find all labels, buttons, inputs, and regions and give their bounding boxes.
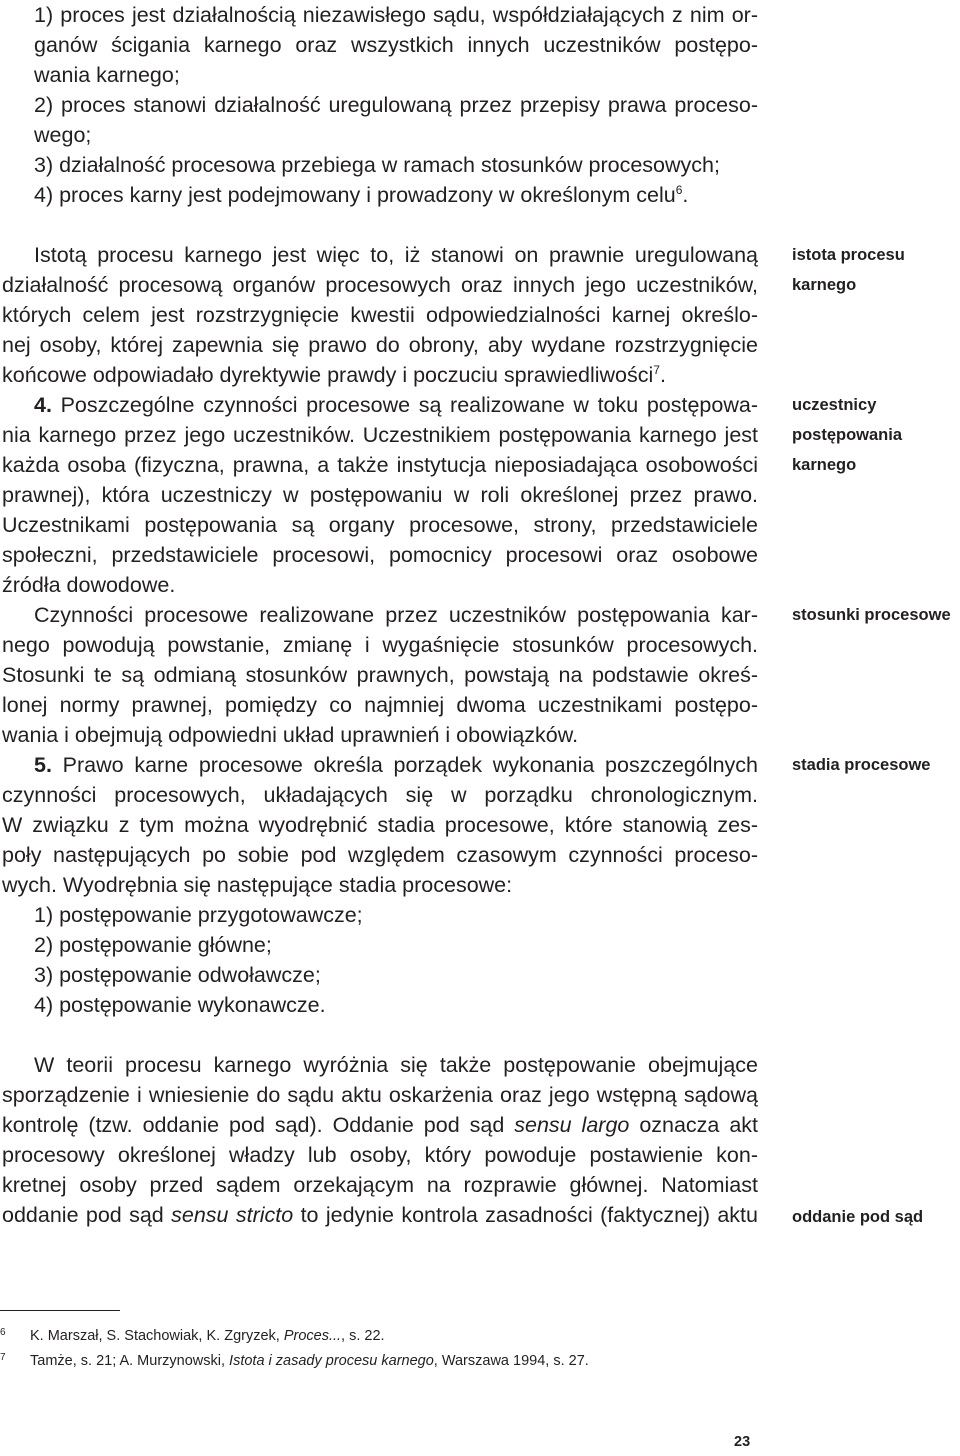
text-line: każda osoba (fizyczna, prawna, a także instytucja nieposiadająca osobowości: [2, 453, 758, 477]
margin-note: stadia procesowe: [792, 756, 931, 774]
text-line: wych. Wyodrębnia się następujące stadia procesowe:: [2, 873, 513, 897]
margin-note: stosunki procesowe: [792, 606, 951, 624]
text-line: oddanie pod sąd sensu stricto to jedynie kontrola zasadności (faktycznej) aktu: [2, 1203, 758, 1227]
text-line: ganów ścigania karnego oraz wszystkich innych uczestników postępo-: [34, 33, 758, 57]
text-line: Czynności procesowe realizowane przez uczestników postępowania kar-: [34, 603, 758, 627]
text-line: nia karnego przez jego uczestników. Uczestnikiem postępowania karnego jest: [2, 423, 758, 447]
section-number: 4.: [34, 393, 52, 417]
footnote: 7 Tamże, s. 21; A. Murzynowski, Istota i zasady procesu karnego, Warszawa 1994, s. 27.: [0, 1352, 589, 1369]
margin-note: uczestnicy postępowania karnego: [792, 396, 903, 474]
page-number: 23: [734, 1434, 751, 1450]
text-line: kontrolę (tzw. oddanie pod sąd). Oddanie pod sąd sensu largo oznacza akt: [2, 1113, 758, 1137]
text-line: W związku z tym można wyodrębnić stadia procesowe, które stanowią zes-: [2, 813, 758, 837]
text-line: których celem jest rozstrzygnięcie kwestii odpowiedzialności karnej określo-: [2, 303, 758, 327]
text-line: społeczni, przedstawiciele procesowi, pomocnicy procesowi oraz osobowe: [2, 543, 758, 567]
text-line: nej osoby, której zapewnia się prawo do obrony, aby wydane rozstrzygnięcie: [2, 333, 758, 357]
text-line: wania karnego;: [34, 63, 180, 87]
text-line: źródła dowodowe.: [2, 573, 176, 597]
text-line: 4) proces karny jest podejmowany i prowadzony w określonym celu$^6$.: [34, 182, 689, 207]
text-line: lonej normy prawnej, pomiędzy co najmniej dwoma uczestnikami postępo-: [2, 693, 758, 717]
footnote-ref: 6: [675, 182, 683, 197]
text-line: 1) proces jest działalnością niezawisłego sądu, współdziałających z nim or-: [34, 3, 758, 27]
margin-note: istota procesu karnego: [792, 246, 905, 294]
text-line: wego;: [34, 123, 92, 147]
footnote-divider: [0, 1310, 120, 1311]
list-item: 2) postępowanie główne;: [34, 933, 272, 957]
text-line: 3) działalność procesowa przebiega w ramach stosunków procesowych;: [34, 153, 720, 177]
text-line: Uczestnikami postępowania są organy procesowe, strony, przedstawiciele: [2, 513, 758, 537]
italic-term: sensu largo: [514, 1113, 630, 1137]
footnote-ref: 7: [653, 362, 660, 377]
text-line: wania i obejmują odpowiedni układ uprawnień i obowiązków.: [2, 723, 579, 747]
text-line: sporządzenie i wniesienie do sądu aktu oskarżenia oraz jego wstępną sądową: [2, 1083, 758, 1107]
text-line: 5. Prawo karne procesowe określa porządek wykonania poszczególnych: [34, 753, 758, 777]
list-item: 4) postępowanie wykonawcze.: [34, 993, 326, 1017]
text-line: działalność procesową organów procesowych oraz innych jego uczestników,: [2, 273, 758, 297]
text-line: kretnej osoby przed sądem orzekającym na rozprawie głównej. Natomiast: [2, 1173, 758, 1197]
text-line: 2) proces stanowi działalność uregulowaną przez przepisy prawa proceso-: [34, 93, 758, 117]
text-line: końcowe odpowiadało dyrektywie prawdy i poczuciu sprawiedliwości$^7$.: [2, 362, 666, 387]
list-item: 3) postępowanie odwoławcze;: [34, 963, 321, 987]
text-line: prawnej), która uczestniczy w postępowaniu w roli określonej przez prawo.: [2, 483, 758, 507]
text-line: czynności procesowych, układających się w porządku chronologicznym.: [2, 783, 758, 807]
text-line: poły następujących po sobie pod względem czasowym czynności proceso-: [2, 843, 758, 867]
text-line: procesowy określonej władzy lub osoby, który powoduje postawienie kon-: [2, 1143, 758, 1167]
italic-term: sensu stricto: [171, 1203, 294, 1227]
text-line: nego powodują powstanie, zmianę i wygaśnięcie stosunków procesowych.: [2, 633, 758, 657]
text-line: 4. Poszczególne czynności procesowe są realizowane w toku postępowa-: [34, 393, 758, 417]
list-item: 1) postępowanie przygotowawcze;: [34, 903, 363, 927]
text-line: W teorii procesu karnego wyróżnia się także postępowanie obejmujące: [34, 1053, 758, 1077]
text-line: Istotą procesu karnego jest więc to, iż stanowi on prawnie uregulowaną: [34, 243, 758, 267]
section-number: 5.: [34, 753, 52, 777]
margin-note: oddanie pod sąd: [792, 1208, 924, 1226]
text-line: Stosunki te są odmianą stosunków prawnych, powstają na podstawie okreś-: [2, 663, 758, 687]
footnote: 6 K. Marszał, S. Stachowiak, K. Zgryzek, Proces..., s. 22.: [0, 1327, 385, 1344]
